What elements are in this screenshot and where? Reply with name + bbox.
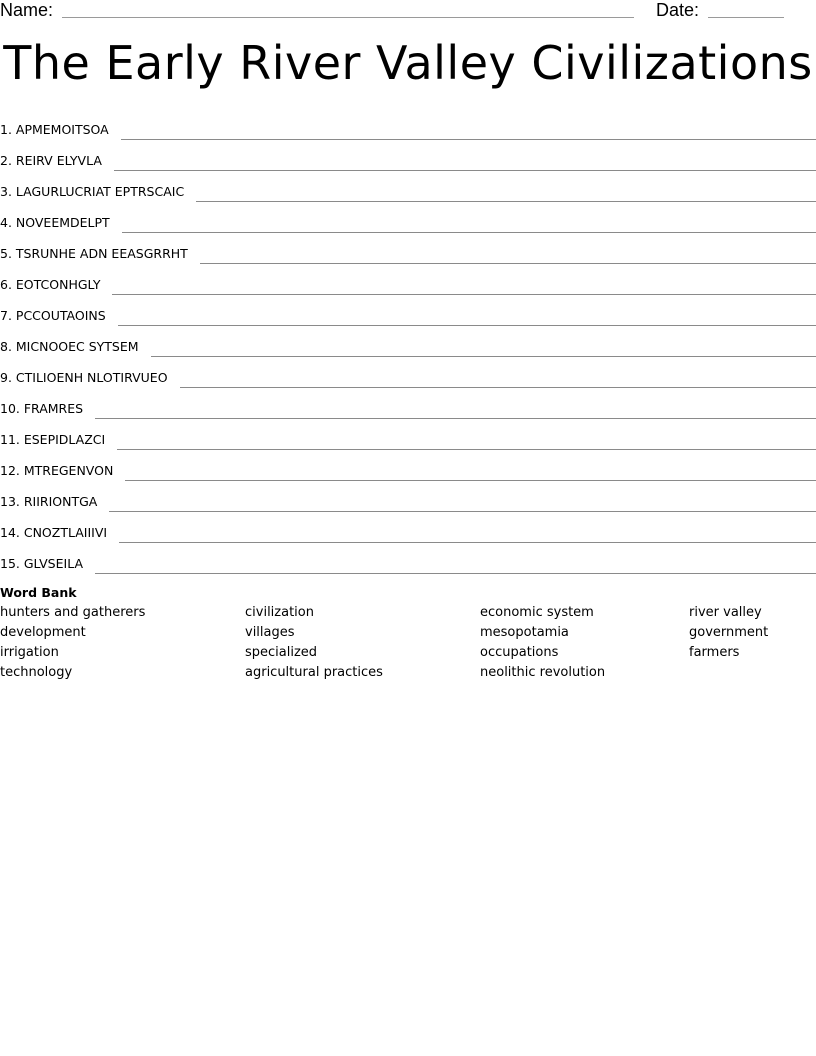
scramble-item bbox=[0, 483, 816, 514]
word-bank-word: economic system bbox=[480, 605, 594, 620]
scrambled-word: 10. FRAMRES bbox=[0, 401, 84, 416]
word-bank-column bbox=[689, 603, 768, 663]
answer-line[interactable] bbox=[200, 263, 816, 264]
word-bank-word: specialized bbox=[245, 645, 318, 660]
scramble-item bbox=[0, 297, 816, 328]
scramble-item bbox=[0, 328, 816, 359]
scramble-item bbox=[0, 421, 816, 452]
answer-line[interactable] bbox=[121, 139, 816, 140]
word-bank-column bbox=[0, 603, 145, 683]
word-bank-word: development bbox=[0, 625, 86, 640]
date-field-line[interactable] bbox=[708, 17, 784, 18]
word-bank-title: Word Bank bbox=[0, 585, 77, 600]
word-bank-word: neolithic revolution bbox=[480, 665, 606, 680]
scrambled-word: 1. APMEMOITSOA bbox=[0, 122, 109, 137]
word-bank-column bbox=[480, 603, 605, 683]
answer-line[interactable] bbox=[117, 449, 816, 450]
scramble-item bbox=[0, 359, 816, 390]
scrambled-word: 13. RIIRIONTGA bbox=[0, 494, 98, 509]
scramble-item bbox=[0, 235, 816, 266]
word-bank-word: government bbox=[689, 625, 769, 640]
scramble-list bbox=[0, 111, 816, 576]
word-bank-word: irrigation bbox=[0, 645, 59, 660]
word-bank-word: river valley bbox=[689, 605, 762, 620]
name-label: Name: bbox=[0, 0, 54, 20]
answer-line[interactable] bbox=[151, 356, 816, 357]
answer-line[interactable] bbox=[122, 232, 816, 233]
scramble-item bbox=[0, 142, 816, 173]
scramble-item bbox=[0, 452, 816, 483]
scrambled-word: 14. CNOZTLAIIIVI bbox=[0, 525, 108, 540]
answer-line[interactable] bbox=[118, 325, 816, 326]
date-label: Date: bbox=[656, 0, 700, 20]
scramble-item bbox=[0, 173, 816, 204]
scramble-item bbox=[0, 111, 816, 142]
scramble-item bbox=[0, 545, 816, 576]
answer-line[interactable] bbox=[95, 573, 816, 574]
word-bank-word: farmers bbox=[689, 645, 740, 660]
scrambled-word: 6. EOTCONHGLY bbox=[0, 277, 101, 292]
word-bank-word: villages bbox=[245, 625, 295, 640]
scrambled-word: 7. PCCOUTAOINS bbox=[0, 308, 106, 323]
answer-line[interactable] bbox=[109, 511, 816, 512]
scrambled-word: 2. REIRV ELYVLA bbox=[0, 153, 102, 168]
word-bank-word: hunters and gatherers bbox=[0, 605, 146, 620]
word-bank bbox=[0, 584, 816, 680]
answer-line[interactable] bbox=[196, 201, 816, 202]
answer-line[interactable] bbox=[119, 542, 816, 543]
scrambled-word: 5. TSRUNHE ADN EEASGRRHT bbox=[0, 246, 188, 261]
scramble-item bbox=[0, 204, 816, 235]
answer-line[interactable] bbox=[112, 294, 816, 295]
scrambled-word: 15. GLVSEILA bbox=[0, 556, 84, 571]
word-bank-word: civilization bbox=[245, 605, 314, 620]
scramble-item bbox=[0, 514, 816, 545]
page-title: The Early River Valley Civilizations bbox=[3, 36, 813, 90]
answer-line[interactable] bbox=[125, 480, 816, 481]
word-bank-word: mesopotamia bbox=[480, 625, 569, 640]
scrambled-word: 12. MTREGENVON bbox=[0, 463, 114, 478]
word-bank-word: technology bbox=[0, 665, 73, 680]
word-bank-word: occupations bbox=[480, 645, 559, 660]
scrambled-word: 3. LAGURLUCRIAT EPTRSCAIC bbox=[0, 184, 185, 199]
worksheet-header bbox=[0, 0, 816, 24]
word-bank-word: agricultural practices bbox=[245, 665, 383, 680]
scrambled-word: 8. MICNOOEC SYTSEM bbox=[0, 339, 139, 354]
scrambled-word: 4. NOVEEMDELPT bbox=[0, 215, 110, 230]
answer-line[interactable] bbox=[95, 418, 816, 419]
scrambled-word: 11. ESEPIDLAZCI bbox=[0, 432, 106, 447]
name-field-line[interactable] bbox=[62, 17, 634, 18]
word-bank-column bbox=[245, 603, 383, 683]
answer-line[interactable] bbox=[180, 387, 816, 388]
answer-line[interactable] bbox=[114, 170, 816, 171]
scramble-item bbox=[0, 266, 816, 297]
scrambled-word: 9. CTILIOENH NLOTIRVUEO bbox=[0, 370, 168, 385]
scramble-item bbox=[0, 390, 816, 421]
